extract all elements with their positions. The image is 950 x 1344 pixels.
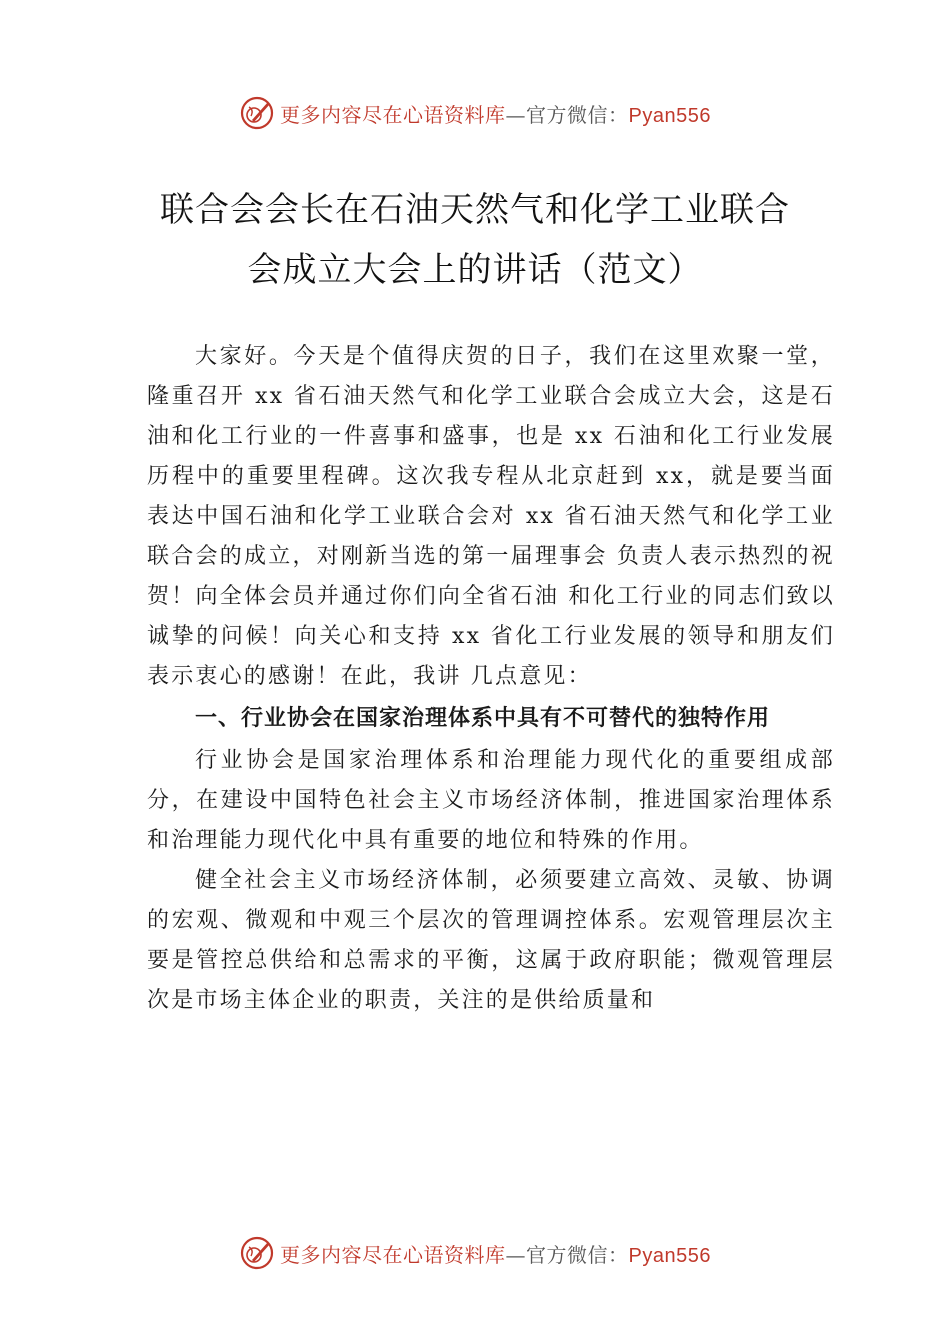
banner-official-text: 官方微信： (526, 1242, 629, 1267)
pen-logo-icon (240, 96, 274, 130)
banner-wechat-id: Pyan556 (628, 104, 711, 127)
banner-wechat-id: Pyan556 (628, 1244, 711, 1267)
header-watermark-banner (240, 93, 711, 133)
paragraph-greeting: 大家好。今天是个值得庆贺的日子，我们在这里欢聚一堂，隆重召开 xx 省石油天然气和化学工业联合会成立大会，这是石油和化工行业的一件喜事和盛事，也是 xx 石油和化工行业发展历程中的重要里程碑。这次我专程从北京赶到 xx，就是要当面表达中国石油和化学工业联合会对 xx 省石油天然气和化学工业联合会的成立，对刚新当选的第一届理事会 负责人表示热烈的祝贺！向全体会员并通过你们向全省石油 和化工行业的同志们致以诚挚的问候！向关心和支持 xx 省化工行业发展的领导和朋友们表示衷心的感谢！在此，我讲 几点意见： (147, 344, 835, 689)
banner-official-text: 官方微信： (526, 102, 629, 127)
pen-logo-icon (240, 1236, 274, 1270)
paragraph-market-economy: 健全社会主义市场经济体制，必须要建立高效、灵敏、协调的宏观、微观和中观三个层次的管理调控体系。宏观管理层次主要是管控总供给和总需求的平衡，这属于政府职能；微观管理层次是市场主体企业的职责，关注的是供给质量和 (147, 868, 835, 1013)
banner-dash: — (505, 102, 526, 127)
banner-dash: — (505, 1242, 526, 1267)
banner-main-text: 更多内容尽在心语资料库 (280, 1242, 506, 1267)
section-heading-1: 一、行业协会在国家治理体系中具有不可替代的独特作用 (195, 706, 771, 731)
document-title-line-1: 联合会会长在石油天然气和化学工业联合 (160, 190, 790, 230)
document-body (147, 337, 835, 1021)
banner-text (280, 1239, 711, 1268)
paragraph-association-role: 行业协会是国家治理体系和治理能力现代化的重要组成部分，在建设中国特色社会主义市场经济体制，推进国家治理体系和治理能力现代化中具有重要的地位和特殊的作用。 (147, 748, 835, 853)
document-title-line-2: 会成立大会上的讲话（范文） (247, 250, 703, 290)
footer-watermark-banner (240, 1233, 711, 1273)
banner-text (280, 99, 711, 128)
banner-main-text: 更多内容尽在心语资料库 (280, 102, 506, 127)
